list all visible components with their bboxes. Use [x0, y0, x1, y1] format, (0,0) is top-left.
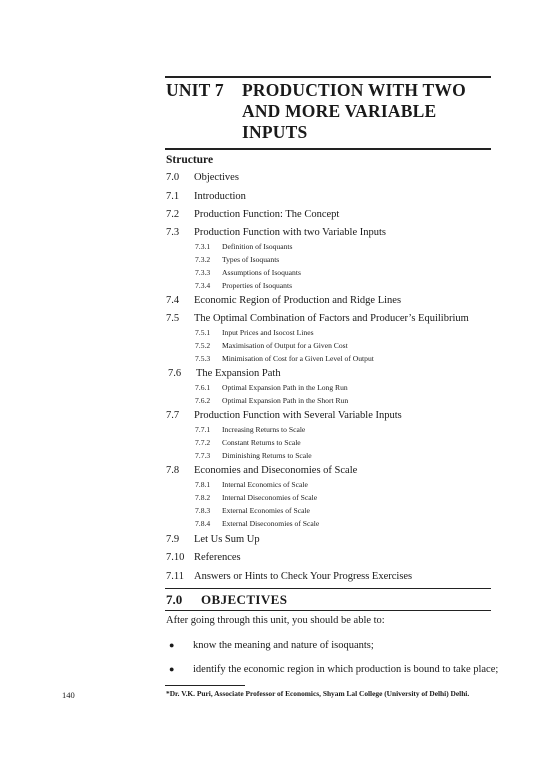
toc-text: Input Prices and Isocost Lines — [222, 328, 314, 337]
toc-text: Properties of Isoquants — [222, 281, 293, 290]
toc-number: 7.3.1 — [195, 242, 211, 251]
toc-number: 7.6.1 — [195, 383, 211, 392]
toc-number: 7.9 — [166, 534, 180, 545]
toc-text: Definition of Isoquants — [222, 242, 293, 251]
toc-number: 7.3 — [166, 227, 180, 238]
toc-number: 7.7.2 — [195, 438, 211, 447]
toc-number: 7.10 — [166, 552, 185, 563]
toc-text: Objectives — [194, 172, 239, 183]
toc-number: 7.8.4 — [195, 519, 211, 528]
toc-number: 7.6 — [168, 368, 182, 379]
toc-text: Maximisation of Output for a Given Cost — [222, 341, 348, 350]
toc-number: 7.2 — [166, 209, 180, 220]
title-top-rule — [165, 76, 491, 78]
title-bottom-rule — [165, 148, 491, 150]
toc-number: 7.5.3 — [195, 354, 211, 363]
unit-title-line: PRODUCTION WITH TWO — [242, 80, 466, 100]
toc-number: 7.8.3 — [195, 506, 211, 515]
unit-number: UNIT 7 — [166, 80, 224, 100]
unit-title-line: AND MORE VARIABLE — [242, 101, 437, 121]
toc-text: Minimisation of Cost for a Given Level of Output — [222, 354, 374, 363]
toc-number: 7.8.1 — [195, 480, 211, 489]
toc-number: 7.7 — [166, 410, 180, 421]
toc-number: 7.8.2 — [195, 493, 211, 502]
toc-text: External Economies of Scale — [222, 506, 310, 515]
toc-text: Answers or Hints to Check Your Progress Exercises — [194, 571, 413, 582]
toc-number: 7.5.1 — [195, 328, 211, 337]
page-number: 140 — [62, 690, 75, 700]
toc-text: Let Us Sum Up — [194, 534, 260, 545]
toc-number: 7.5 — [166, 313, 180, 324]
toc-text: Optimal Expansion Path in the Long Run — [222, 383, 348, 392]
unit-title — [242, 80, 492, 143]
unit-title-line: INPUTS — [242, 122, 308, 142]
bullet-icon: ● — [169, 640, 175, 650]
toc-text: External Diseconomies of Scale — [222, 519, 320, 528]
toc-text: Internal Diseconomies of Scale — [222, 493, 318, 502]
toc-text: Introduction — [194, 191, 246, 202]
toc-text: Economies and Diseconomies of Scale — [194, 465, 358, 476]
toc-number: 7.3.4 — [195, 281, 211, 290]
toc-number: 7.3.2 — [195, 255, 211, 264]
toc-text: The Expansion Path — [196, 368, 281, 379]
toc-text: Types of Isoquants — [222, 255, 280, 264]
toc-text: Production Function with Several Variable Inputs — [194, 410, 402, 421]
toc-number: 7.3.3 — [195, 268, 211, 277]
toc-number: 7.6.2 — [195, 396, 211, 405]
toc-text: Production Function: The Concept — [194, 209, 340, 220]
toc-number: 7.1 — [166, 191, 180, 202]
objective-text: know the meaning and nature of isoquants; — [193, 640, 374, 651]
section-number: 7.0 — [166, 592, 183, 607]
author-footnote: *Dr. V.K. Puri, Associate Professor of Economics, Shyam Lal College (University of Delhi) Delhi. — [166, 689, 470, 698]
section-top-rule — [165, 588, 491, 589]
toc-number: 7.5.2 — [195, 341, 211, 350]
toc-text: Assumptions of Isoquants — [222, 268, 301, 277]
toc-number: 7.0 — [166, 172, 180, 183]
objective-text: identify the economic region in which production is bound to take place; — [193, 664, 499, 675]
toc-text: Economic Region of Production and Ridge Lines — [194, 295, 402, 306]
section-intro: After going through this unit, you should be able to: — [166, 615, 385, 626]
toc-text: Production Function with two Variable Inputs — [194, 227, 386, 238]
toc-number: 7.4 — [166, 295, 180, 306]
toc-text: Constant Returns to Scale — [222, 438, 301, 447]
section-bottom-rule — [165, 610, 491, 611]
bullet-icon: ● — [169, 664, 175, 674]
footnote-rule — [165, 685, 245, 686]
toc-number: 7.11 — [166, 571, 184, 582]
toc-text: Optimal Expansion Path in the Short Run — [222, 396, 349, 405]
toc-text: Diminishing Returns to Scale — [222, 451, 312, 460]
toc-text: Internal Economics of Scale — [222, 480, 308, 489]
toc-text: Increasing Returns to Scale — [222, 425, 306, 434]
toc-text: The Optimal Combination of Factors and Producer’s Equilibrium — [194, 313, 469, 324]
toc-number: 7.8 — [166, 465, 180, 476]
structure-label: Structure — [166, 154, 214, 166]
toc-text: References — [194, 552, 241, 563]
toc-number: 7.7.1 — [195, 425, 211, 434]
toc-number: 7.7.3 — [195, 451, 211, 460]
section-title: OBJECTIVES — [201, 592, 288, 607]
